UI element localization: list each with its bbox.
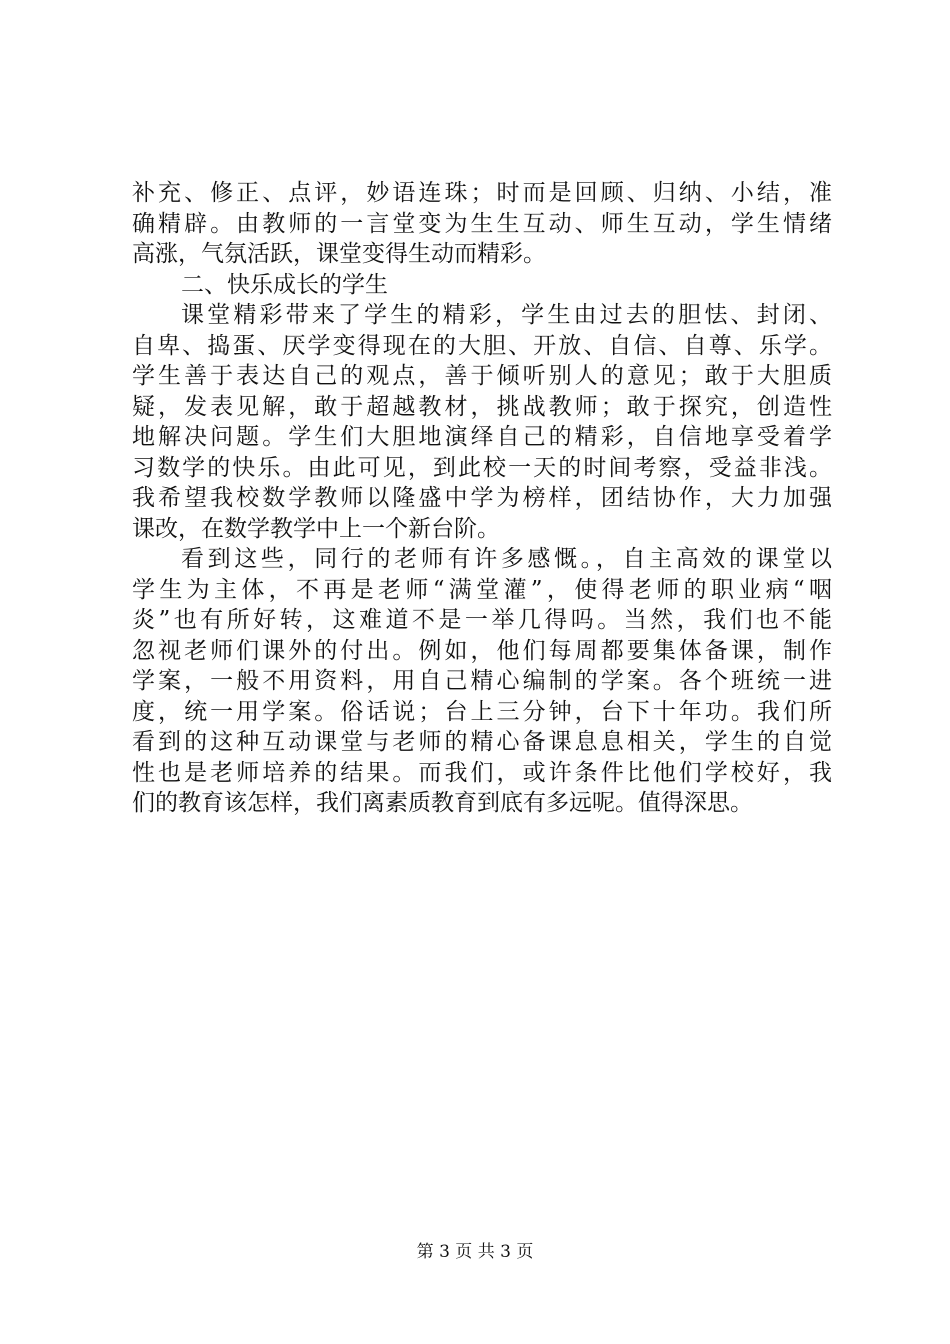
text-line: 高涨，气氛活跃，课堂变得生动而精彩。 xyxy=(132,241,546,267)
section-heading xyxy=(132,270,832,301)
text-line: 看到的这种互动课堂与老师的精心备课息息相关，学生的自觉 xyxy=(132,729,832,755)
paragraph-students xyxy=(132,300,832,544)
text-line: 补充、修正、点评，妙语连珠；时而是回顾、归纳、小结，准 xyxy=(132,180,832,206)
document-body xyxy=(132,178,832,819)
text-line: 学生善于表达自己的观点，善于倾听别人的意见；敢于大胆质 xyxy=(132,363,832,389)
text-line: 地解决问题。学生们大胆地演绎自己的精彩，自信地享受着学 xyxy=(132,424,832,450)
text-line: 课堂精彩带来了学生的精彩，学生由过去的胆怯、封闭、 xyxy=(181,302,832,328)
page-number-label: 第 3 页 共 3 页 xyxy=(416,1242,534,1262)
text-line: 炎”也有所好转，这难道不是一举几得吗。当然，我们也不能 xyxy=(132,607,832,633)
text-line: 们的教育该怎样，我们离素质教育到底有多远呢。值得深思。 xyxy=(132,790,753,816)
text-line: 性也是老师培养的结果。而我们，或许条件比他们学校好，我 xyxy=(132,759,832,786)
page-footer xyxy=(0,1240,950,1264)
text-line: 疑，发表见解，敢于超越教材，挑战教师；敢于探究，创造性 xyxy=(132,393,832,420)
section-heading-text: 二、快乐成长的学生 xyxy=(181,271,388,298)
text-line: 我希望我校数学教师以隆盛中学为榜样，团结协作，大力加强 xyxy=(132,485,832,511)
text-line: 忽视老师们课外的付出。例如，他们每周都要集体备课，制作 xyxy=(132,637,832,664)
text-line: 看到这些，同行的老师有许多感慨。，自主高效的课堂以 xyxy=(181,546,832,572)
text-line: 确精辟。由教师的一言堂变为生生互动、师生互动，学生情绪 xyxy=(132,210,832,237)
text-line: 自卑、捣蛋、厌学变得现在的大胆、开放、自信、自尊、乐学。 xyxy=(132,332,832,359)
paragraph-classroom-summary xyxy=(132,178,832,270)
text-line: 学案，一般不用资料，用自己精心编制的学案。各个班统一进 xyxy=(132,668,832,694)
text-line: 课改，在数学教学中上一个新台阶。 xyxy=(132,515,500,542)
text-line: 学生为主体，不再是老师“满堂灌”，使得老师的职业病“咽 xyxy=(132,576,832,603)
paragraph-reflection xyxy=(132,544,832,819)
text-line: 度，统一用学案。俗话说；台上三分钟，台下十年功。我们所 xyxy=(132,698,832,725)
text-line: 习数学的快乐。由此可见，到此校一天的时间考察，受益非浅。 xyxy=(132,454,832,481)
